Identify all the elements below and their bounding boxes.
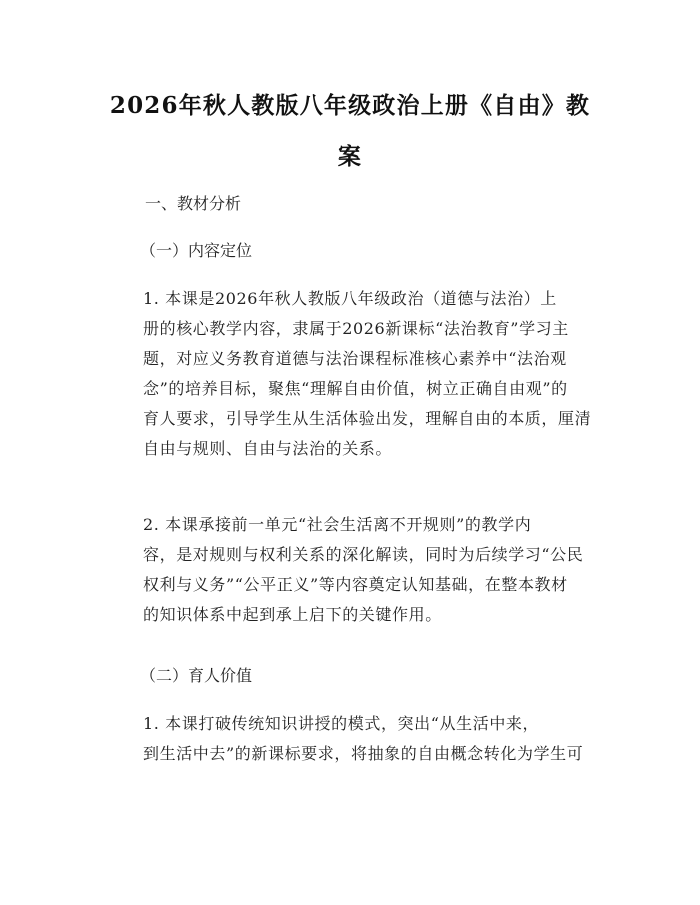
paragraph-line: 2. 本课承接前一单元“社会生活离不开规则”的教学内 xyxy=(143,515,532,534)
section-heading-textbook-analysis: 一、教材分析 xyxy=(145,194,242,213)
document-title: 2026年秋人教版八年级政治上册《自由》教案 xyxy=(109,92,591,170)
paragraph-line: 到生活中去”的新课标要求，将抽象的自由概念转化为学生可 xyxy=(143,744,584,763)
paragraph-positioning-2 xyxy=(103,510,601,630)
paragraph-educational-value-1 xyxy=(103,709,601,769)
paragraph-line: 育人要求，引导学生从生活体验出发，理解自由的本质，厘清 xyxy=(143,409,592,428)
paragraph-line: 1. 本课是2026年秋人教版八年级政治（道德与法治）上 xyxy=(143,289,557,308)
paragraph-line: 册的核心教学内容，隶属于2026新课标“法治教育”学习主 xyxy=(143,319,569,338)
paragraph-line: 的知识体系中起到承上启下的关键作用。 xyxy=(143,605,442,624)
paragraph-line: 题，对应义务教育道德与法治课程标准核心素养中“法治观 xyxy=(143,349,567,368)
paragraph-line: 自由与规则、自由与法治的关系。 xyxy=(143,439,393,458)
paragraph-positioning-1 xyxy=(103,284,601,464)
paragraph-line: 1. 本课打破传统知识讲授的模式，突出“从生活中来， xyxy=(143,714,540,733)
paragraph-line: 权利与义务”“公平正义”等内容奠定认知基础，在整本教材 xyxy=(143,575,568,594)
subsection-heading-content-positioning: （一）内容定位 xyxy=(140,241,253,260)
paragraph-line: 容，是对规则与权利关系的深化解读，同时为后续学习“公民 xyxy=(143,545,584,564)
subsection-heading-educational-value: （二）育人价值 xyxy=(140,666,253,685)
paragraph-line: 念”的培养目标，聚焦“理解自由价值，树立正确自由观”的 xyxy=(143,379,568,398)
